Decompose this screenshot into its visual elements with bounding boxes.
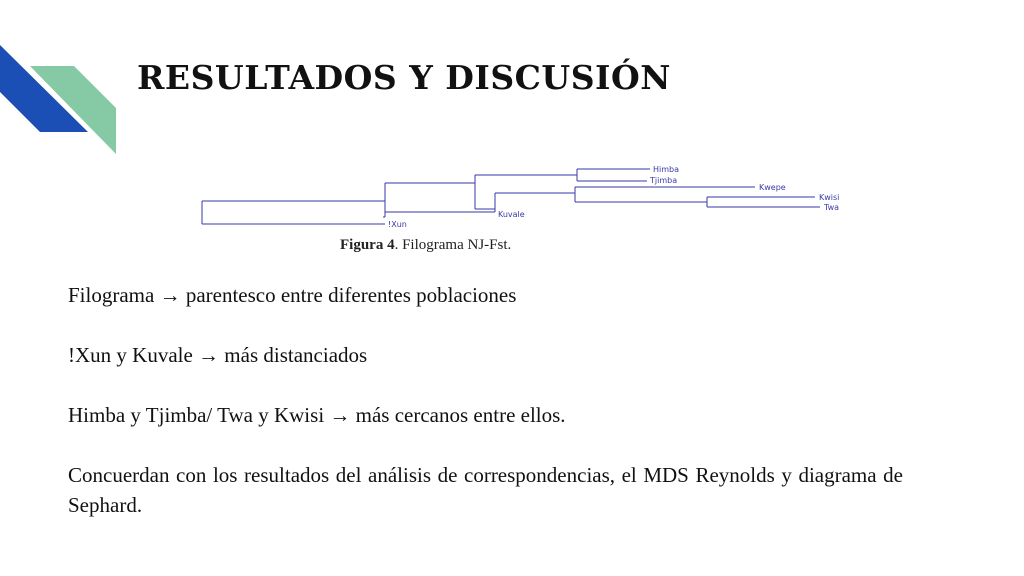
figure-caption — [340, 237, 511, 254]
tree-branch-upper-node — [475, 175, 577, 209]
figure-caption-text: . Filograma NJ-Fst. — [394, 237, 512, 253]
body-text — [68, 280, 903, 550]
slide-title: RESULTADOS Y DISCUSIÓN — [137, 58, 671, 97]
taxon-label-twa: Twa — [824, 203, 840, 212]
tree-branch-himba-tjimba — [577, 169, 650, 181]
paragraph-concuerdan: Concuerdan con los resultados del análisis de correspondencias, el MDS Reynolds y diagrama de Sephard. — [68, 463, 903, 517]
taxon-label-himba: Himba — [653, 165, 680, 174]
paragraph-filograma: Filograma → parentesco entre diferentes poblaciones — [68, 283, 517, 307]
paragraph-cercanos: Himba y Tjimba/ Twa y Kwisi → más cercanos entre ellos. — [68, 403, 566, 427]
figure-caption-label: Figura 4 — [340, 237, 395, 253]
tree-branch-kwepe-clade — [575, 187, 755, 202]
corner-decoration — [0, 0, 130, 170]
taxon-label-kwepe: Kwepe — [759, 183, 786, 192]
paragraph-distanciados: !Xun y Kuvale → más distanciados — [68, 343, 368, 367]
taxon-label-kuvale: Kuvale — [498, 210, 525, 219]
taxon-label-xun: !Xun — [388, 220, 407, 229]
taxon-label-tjimba: Tjimba — [650, 176, 678, 185]
phylogram-figure — [195, 160, 865, 232]
tree-branch-root — [202, 201, 385, 224]
tree-branch-kwisi-twa — [707, 197, 820, 207]
taxon-label-kwisi: Kwisi — [819, 193, 840, 202]
